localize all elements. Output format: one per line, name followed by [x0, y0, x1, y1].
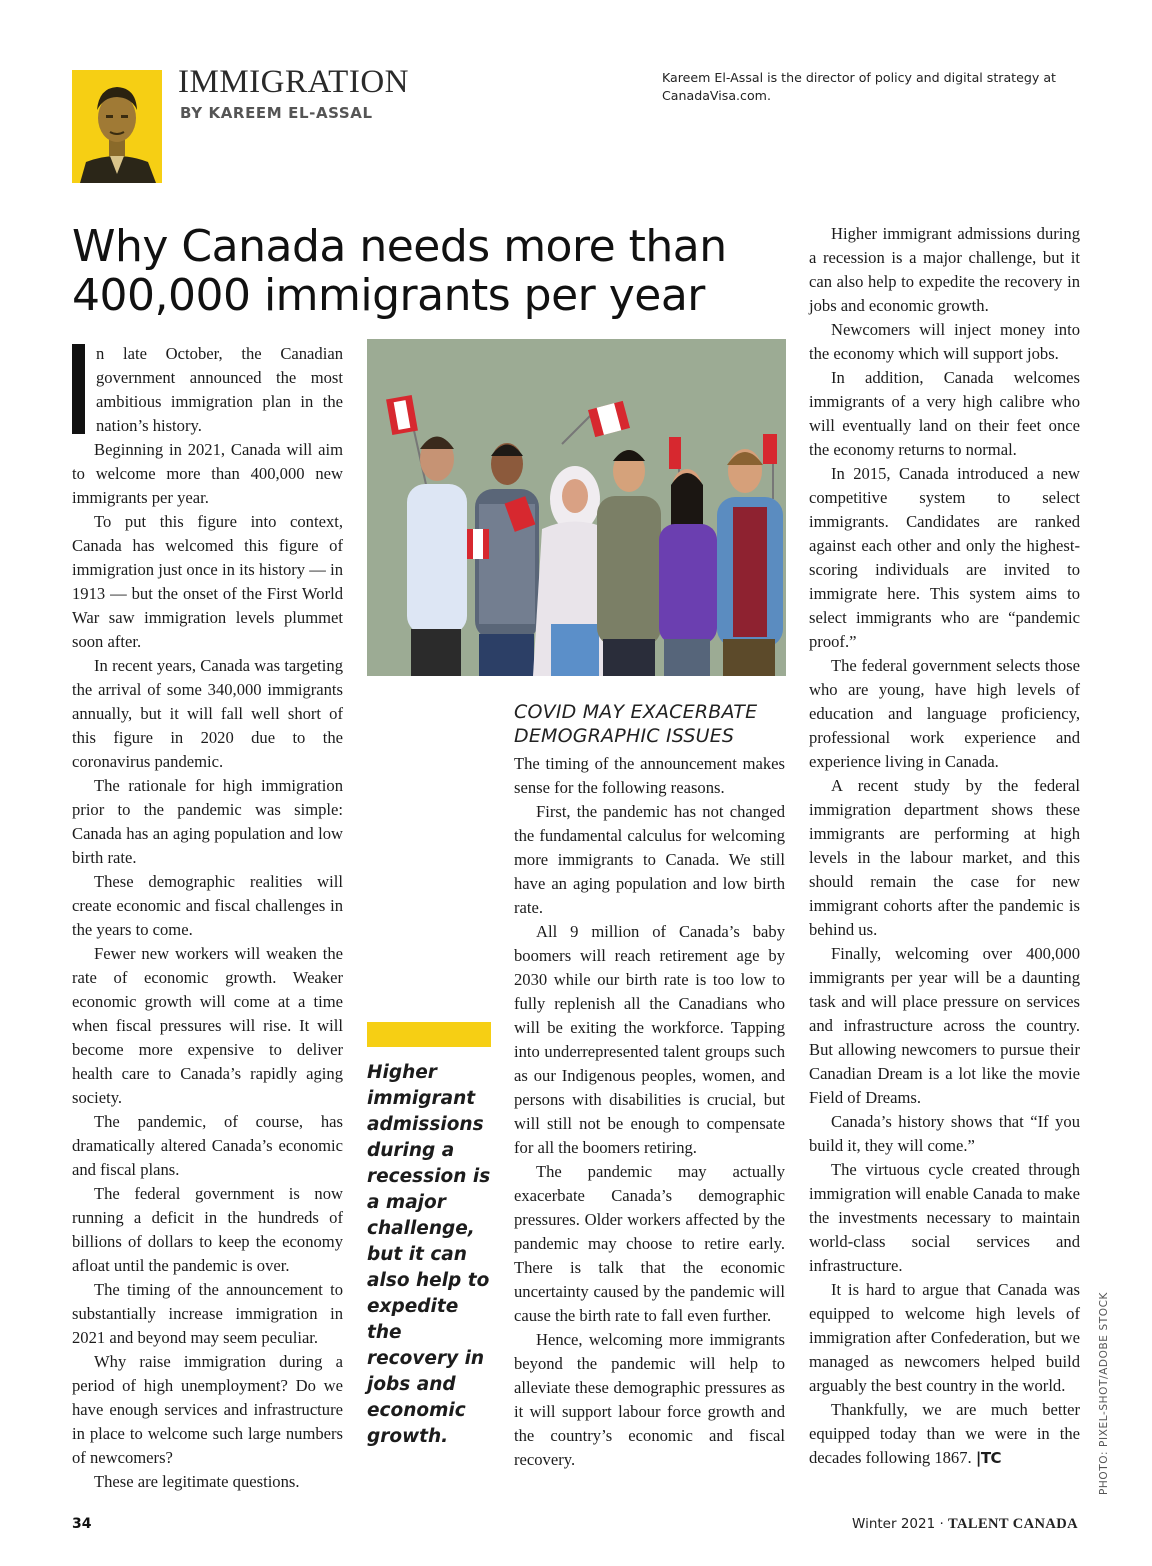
paragraph: Higher immigrant admissions during a recession is a major challenge, but it can also help to expedite the recovery in jobs and economic growth.: [809, 224, 1080, 315]
paragraph: In addition, Canada welcomes immigrants of a very high calibre who will eventually land on their feet once the economy returns to normal.: [809, 368, 1080, 459]
paragraph: A recent study by the federal immigration department shows these immigrants are performing at high levels in the labour market, and this should remain the case for new immigrant cohorts after the pandemic is behind us.: [809, 776, 1080, 939]
pull-quote-accent-bar: [367, 1022, 491, 1047]
paragraph: The federal government selects those who are young, have high levels of education and language proficiency, professional work experience and experience living in Canada.: [809, 656, 1080, 771]
paragraph: Finally, welcoming over 400,000 immigrants per year will be a daunting task and will place pressure on services and infrastructure across the country. But allowing newcomers to pursue their Canadian Dream is a lot like the movie Field of Dreams.: [809, 944, 1080, 1107]
author-portrait: [72, 70, 162, 183]
end-mark: |TC: [975, 1449, 1002, 1467]
article-column-2: [514, 752, 785, 1472]
section-title: IMMIGRATION: [178, 64, 409, 100]
paragraph: The timing of the announcement to substantially increase immigration in 2021 and beyond may seem peculiar.: [72, 1280, 343, 1347]
paragraph: In 2015, Canada introduced a new competitive system to select immigrants. Candidates are ranked against each other and only the highest-scoring individuals are invited to immigrate here. This system aims to select immigrants who are “pandemic proof.”: [809, 464, 1080, 651]
paragraph: Fewer new workers will weaken the rate of economic growth. Weaker economic growth will come at a time when fiscal pressures will rise. It will become more expensive to deliver health care to Canada’s rapidly aging society.: [72, 944, 343, 1107]
paragraph: All 9 million of Canada’s baby boomers will reach retirement age by 2030 while our birth rate is too low to fully replenish all the Canadians who will be exiting the workforce. Tapping into underrepresented talent groups such as our Indigenous peoples, women, and persons with disabilities is crucial, but will still not be enough to compensate for all the boomers retiring.: [514, 922, 785, 1157]
paragraph: The federal government is now running a deficit in the hundreds of billions of dollars to keep the economy afloat until the pandemic is over.: [72, 1184, 343, 1275]
article-photo: [367, 339, 786, 676]
paragraph: Why raise immigration during a period of high unemployment? Do we have enough services and infrastructure in place to welcome such large numbers of newcomers?: [72, 1352, 343, 1467]
paragraph: Newcomers will inject money into the economy which will support jobs.: [809, 320, 1080, 363]
headline-line-2: 400,000 immigrants per year: [72, 270, 705, 321]
paragraph: The timing of the announcement makes sense for the following reasons.: [514, 754, 785, 797]
headline-line-1: Why Canada needs more than: [72, 221, 727, 272]
author-bio: Kareem El-Assal is the director of policy and digital strategy at CanadaVisa.com.: [662, 70, 1056, 103]
author-byline: BY KAREEM EL-ASSAL: [180, 104, 373, 122]
subhead-line-1: COVID MAY EXACERBATE: [514, 701, 758, 723]
paragraph: First, the pandemic has not changed the fundamental calculus for welcoming more immigrants to Canada. We still have an aging population and low birth rate.: [514, 802, 785, 917]
article-headline: [72, 222, 792, 320]
paragraph-final: Thankfully, we are much better equipped today than we were in the decades following 1867. |TC: [809, 1400, 1080, 1467]
page-number: 34: [72, 1516, 92, 1532]
paragraph-lead: n late October, the Canadian government announced the most ambitious immigration plan in the nation’s history.: [72, 342, 343, 438]
paragraph: The pandemic, of course, has dramatically altered Canada’s economic and fiscal plans.: [72, 1112, 343, 1179]
footer-issue: Winter 2021 · TALENT CANADA: [852, 1516, 1078, 1532]
paragraph: To put this figure into context, Canada has welcomed this figure of immigration just once in its history — in 1913 — but the onset of the First World War saw immigration levels plummet soon after.: [72, 512, 343, 651]
paragraph: The virtuous cycle created through immigration will enable Canada to make the investments necessary to maintain world-class social services and infrastructure.: [809, 1160, 1080, 1275]
group-with-flags-illustration: [367, 339, 786, 676]
section-subhead: [514, 700, 804, 748]
article-column-1: [72, 342, 343, 1494]
paragraph: These demographic realities will create economic and fiscal challenges in the years to come.: [72, 872, 343, 939]
magazine-name: TALENT CANADA: [948, 1516, 1078, 1532]
article-column-3: [809, 222, 1080, 1470]
drop-cap-i: [72, 344, 85, 434]
photo-credit: PHOTO: PIXEL-SHOT/ADOBE STOCK: [1098, 1291, 1110, 1495]
paragraph: Beginning in 2021, Canada will aim to welcome more than 400,000 new immigrants per year.: [72, 440, 343, 507]
subhead-line-2: DEMOGRAPHIC ISSUES: [514, 725, 735, 747]
author-portrait-illustration: [72, 70, 162, 183]
paragraph: It is hard to argue that Canada was equipped to welcome high levels of immigration after Confederation, but we managed as newcomers helped build arguably the best country in the world.: [809, 1280, 1080, 1395]
paragraph: The rationale for high immigration prior to the pandemic was simple: Canada has an aging population and low birth rate.: [72, 776, 343, 867]
paragraph: Hence, welcoming more immigrants beyond the pandemic will help to alleviate these demographic pressures as it will support labour force growth and the country’s economic and fiscal recovery.: [514, 1330, 785, 1469]
paragraph: In recent years, Canada was targeting the arrival of some 340,000 immigrants annually, but it will fall well short of this figure in 2020 due to the coronavirus pandemic.: [72, 656, 343, 771]
paragraph: The pandemic may actually exacerbate Canada’s demographic pressures. Older workers affected by the pandemic may choose to retire early. There is talk that the economic uncertainty caused by the pandemic will cause the birth rate to fall even further.: [514, 1162, 785, 1325]
paragraph: Canada’s history shows that “If you build it, they will come.”: [809, 1112, 1080, 1155]
pull-quote: Higher immigrant admissions during a recession is a major challenge, but it can also help to expedite the recovery in jobs and economic growth.: [367, 1062, 491, 1447]
paragraph: These are legitimate questions.: [94, 1472, 300, 1491]
